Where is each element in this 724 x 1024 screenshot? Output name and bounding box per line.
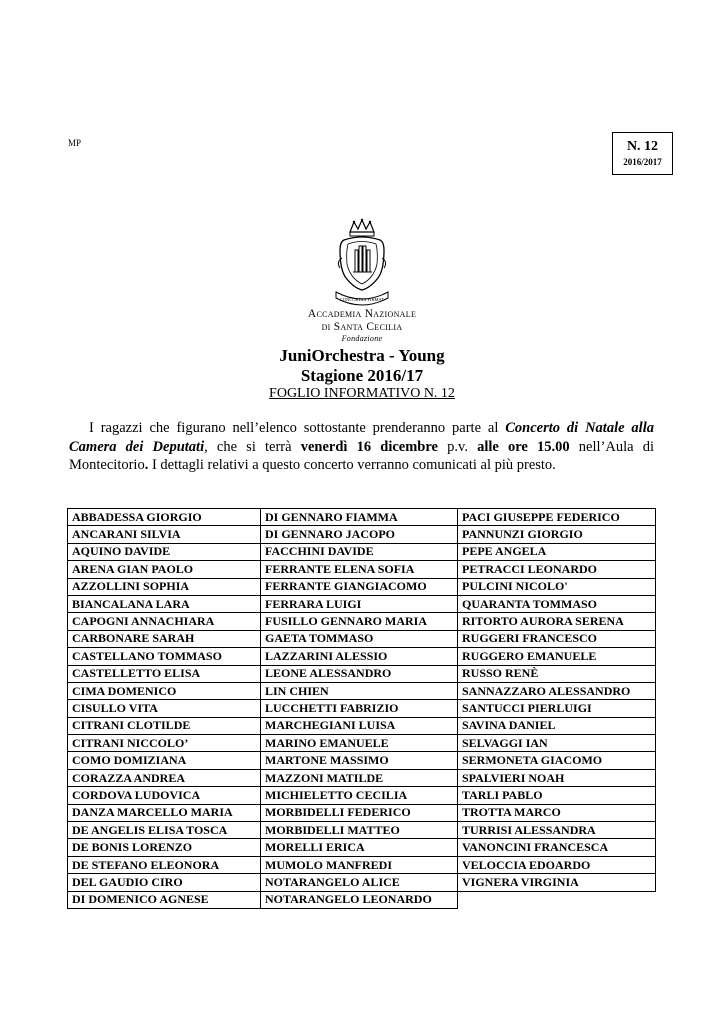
table-row xyxy=(68,752,656,769)
participant-name: DANZA MARCELLO MARIA xyxy=(68,804,261,821)
empty-cell xyxy=(458,891,656,908)
participant-name: SELVAGGI IAN xyxy=(458,735,656,752)
participant-name: MICHIELETTO CECILIA xyxy=(261,787,458,804)
table-row xyxy=(68,526,656,543)
table-row xyxy=(68,822,656,839)
text-period: . xyxy=(144,457,149,473)
crest-icon xyxy=(330,218,394,308)
participant-name: MARINO EMANUELE xyxy=(261,735,458,752)
table-row xyxy=(68,856,656,873)
participant-name: CASTELLETTO ELISA xyxy=(68,665,261,682)
participant-name: LUCCHETTI FABRIZIO xyxy=(261,700,458,717)
participant-name: FERRANTE ELENA SOFIA xyxy=(261,561,458,578)
participant-name: SANNAZZARO ALESSANDRO xyxy=(458,682,656,699)
title-season: Stagione 2016/17 xyxy=(300,366,424,385)
participant-name: RITORTO AURORA SERENA xyxy=(458,613,656,630)
text-date: venerdì 16 dicembre xyxy=(300,438,438,455)
participant-name: MORBIDELLI FEDERICO xyxy=(261,804,458,821)
participant-name: CISULLO VITA xyxy=(68,700,261,717)
participant-name: NOTARANGELO ALICE xyxy=(261,874,458,891)
participant-name: CIMA DOMENICO xyxy=(68,682,261,699)
table-row xyxy=(68,578,656,595)
participant-name: VANONCINI FRANCESCA xyxy=(458,839,656,856)
table-row xyxy=(68,630,656,647)
participant-name: PANNUNZI GIORGIO xyxy=(458,526,656,543)
table-row xyxy=(68,787,656,804)
table-row xyxy=(68,769,656,786)
participant-name: GAETA TOMMASO xyxy=(261,630,458,647)
academy-line3: Fondazione xyxy=(341,334,383,343)
text-details: I dettagli relativi a questo concerto verranno comunicati al più presto. xyxy=(148,457,556,473)
season-code: 2016/2017 xyxy=(623,157,662,167)
participant-name: PACI GIUSEPPE FEDERICO xyxy=(458,509,656,526)
table-row xyxy=(68,804,656,821)
bulletin-number: N. 12 xyxy=(626,139,659,154)
table-row xyxy=(68,665,656,682)
table-row xyxy=(68,891,656,908)
participant-name: FERRANTE GIANGIACOMO xyxy=(261,578,458,595)
participant-name: SERMONETA GIACOMO xyxy=(458,752,656,769)
text-intro: I ragazzi che figurano nell’elenco sottostante prenderanno parte al xyxy=(89,420,506,436)
participant-name: RUGGERI FRANCESCO xyxy=(458,630,656,647)
participant-name: TROTTA MARCO xyxy=(458,804,656,821)
participant-name: LIN CHIEN xyxy=(261,682,458,699)
table-row xyxy=(68,839,656,856)
participants-table xyxy=(67,508,656,909)
announcement-paragraph xyxy=(69,419,654,475)
participant-name: AQUINO DAVIDE xyxy=(68,543,261,560)
participant-name: DE STEFANO ELEONORA xyxy=(68,856,261,873)
table-row xyxy=(68,543,656,560)
participant-name: MARTONE MASSIMO xyxy=(261,752,458,769)
participant-name: FACCHINI DAVIDE xyxy=(261,543,458,560)
participant-name: NOTARANGELO LEONARDO xyxy=(261,891,458,908)
table-row xyxy=(68,700,656,717)
participant-name: COMO DOMIZIANA xyxy=(68,752,261,769)
text-concert: Concerto di Natale alla Camera dei Deputati xyxy=(69,420,654,455)
participant-name: DEL GAUDIO CIRO xyxy=(68,874,261,891)
crest-motto: CONCORDIA FIRMAT xyxy=(339,297,385,302)
participant-name: CASTELLANO TOMMASO xyxy=(68,648,261,665)
participant-name: TURRISI ALESSANDRA xyxy=(458,822,656,839)
table-row xyxy=(68,509,656,526)
participant-name: CORAZZA ANDREA xyxy=(68,769,261,786)
participant-name: SANTUCCI PIERLUIGI xyxy=(458,700,656,717)
participant-name: AZZOLLINI SOPHIA xyxy=(68,578,261,595)
participant-name: PEPE ANGELA xyxy=(458,543,656,560)
participant-name: DI GENNARO FIAMMA xyxy=(261,509,458,526)
participant-name: RUGGERO EMANUELE xyxy=(458,648,656,665)
title-bulletin: FOGLIO INFORMATIVO N. 12 xyxy=(269,386,455,401)
participant-name: BIANCALANA LARA xyxy=(68,595,261,612)
participant-name: MORBIDELLI MATTEO xyxy=(261,822,458,839)
participant-name: PULCINI NICOLO' xyxy=(458,578,656,595)
academy-line1: Accademia Nazionale xyxy=(307,308,417,320)
participant-name: CITRANI NICCOLO’ xyxy=(68,735,261,752)
participant-name: MORELLI ERICA xyxy=(261,839,458,856)
participant-name: CITRANI CLOTILDE xyxy=(68,717,261,734)
academy-name xyxy=(262,308,462,344)
table-row xyxy=(68,874,656,891)
title-orchestra: JuniOrchestra - Young xyxy=(279,346,445,365)
participant-name: LEONE ALESSANDRO xyxy=(261,665,458,682)
participant-name: LAZZARINI ALESSIO xyxy=(261,648,458,665)
participant-name: CARBONARE SARAH xyxy=(68,630,261,647)
academy-line2: di Santa Cecilia xyxy=(321,321,403,333)
participant-name: ARENA GIAN PAOLO xyxy=(68,561,261,578)
text-venue: nell’Aula di Montecitorio xyxy=(69,438,655,473)
participant-name: MAZZONI MATILDE xyxy=(261,769,458,786)
participant-name: FUSILLO GENNARO MARIA xyxy=(261,613,458,630)
table-row xyxy=(68,561,656,578)
text-time: alle ore 15.00 xyxy=(477,438,570,455)
table-row xyxy=(68,682,656,699)
participant-name: MUMOLO MANFREDI xyxy=(261,856,458,873)
author-initials: MP xyxy=(68,138,82,148)
participant-name: FERRARA LUIGI xyxy=(261,595,458,612)
table-row xyxy=(68,735,656,752)
participant-name: DE ANGELIS ELISA TOSCA xyxy=(68,822,261,839)
participant-name: VIGNERA VIRGINIA xyxy=(458,874,656,891)
participant-name: ANCARANI SILVIA xyxy=(68,526,261,543)
participant-name: VELOCCIA EDOARDO xyxy=(458,856,656,873)
participant-name: PETRACCI LEONARDO xyxy=(458,561,656,578)
participant-name: DI GENNARO JACOPO xyxy=(261,526,458,543)
bulletin-number-box xyxy=(612,132,673,175)
table-row xyxy=(68,595,656,612)
participant-name: TARLI PABLO xyxy=(458,787,656,804)
participant-name: CORDOVA LUDOVICA xyxy=(68,787,261,804)
participant-name: DI DOMENICO AGNESE xyxy=(68,891,261,908)
text-pv: p.v. xyxy=(437,438,478,455)
participant-name: SPALVIERI NOAH xyxy=(458,769,656,786)
participant-name: MARCHEGIANI LUISA xyxy=(261,717,458,734)
table-row xyxy=(68,717,656,734)
participant-name: QUARANTA TOMMASO xyxy=(458,595,656,612)
table-row xyxy=(68,613,656,630)
participant-name: ABBADESSA GIORGIO xyxy=(68,509,261,526)
participant-name: CAPOGNI ANNACHIARA xyxy=(68,613,261,630)
participant-name: RUSSO RENÈ xyxy=(458,665,656,682)
participant-name: SAVINA DANIEL xyxy=(458,717,656,734)
text-when: , che si terrà xyxy=(204,438,301,455)
participant-name: DE BONIS LORENZO xyxy=(68,839,261,856)
table-row xyxy=(68,648,656,665)
